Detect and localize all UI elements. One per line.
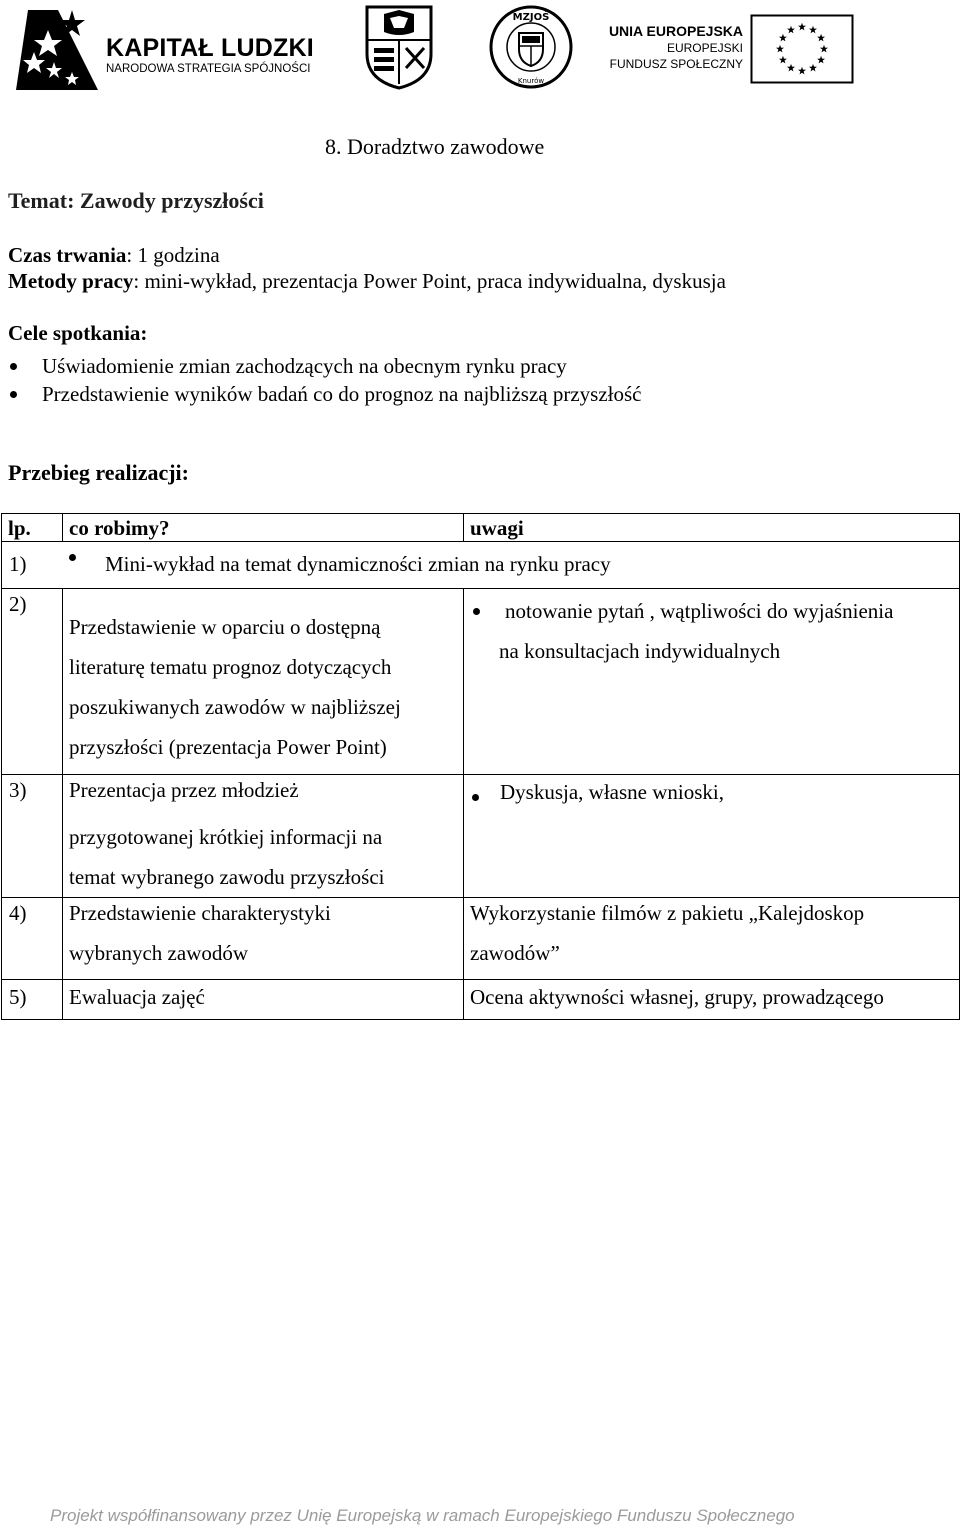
note-line: zawodów”	[470, 941, 560, 965]
table-row	[2, 589, 960, 775]
eu-flag-icon	[750, 14, 854, 84]
note-line: notowanie pytań , wątpliwości do wyjaśnienia	[471, 591, 953, 631]
goal-item: Uświadomienie zmian zachodzących na obecnym rynku pracy	[8, 352, 641, 380]
activity-line: przygotowanej krótkiej informacji na	[69, 825, 383, 849]
duration-value: : 1 godzina	[126, 243, 220, 267]
kapital-ludzki-title: KAPITAŁ LUDZKI	[106, 34, 314, 62]
city-coat-of-arms-icon	[364, 4, 434, 90]
ue-subtitle-1: EUROPEJSKI	[666, 41, 743, 55]
header-number: lp.	[2, 514, 63, 542]
seal-city: Knurów	[517, 77, 545, 85]
duration-line	[8, 243, 220, 268]
goal-item: Przedstawienie wyników badań co do prognoz na najbliższą przyszłość	[8, 380, 641, 408]
ue-subtitle-2: FUNDUSZ SPOŁECZNY	[609, 57, 743, 71]
seal-letters: MZJOŚ	[512, 12, 550, 23]
row-activity	[63, 775, 464, 898]
row-number: 1)	[9, 552, 27, 576]
kapital-ludzki-mark-icon	[14, 6, 98, 90]
goals-list	[8, 352, 641, 408]
table-header-row	[2, 514, 960, 542]
goals-heading: Cele spotkania:	[8, 321, 148, 345]
row-activity: Ewaluacja zajęć	[63, 980, 464, 1020]
header-notes: uwagi	[464, 514, 960, 542]
row-number: 4)	[2, 898, 63, 980]
table-row	[2, 898, 960, 980]
note-line: Dyskusja, własne wnioski,	[470, 777, 953, 807]
table-row	[2, 980, 960, 1020]
methods-line	[8, 269, 726, 294]
activity-line: Przedstawienie w oparciu o dostępną	[69, 615, 381, 639]
header-activity: co robimy?	[63, 514, 464, 542]
row-1-cell	[2, 542, 960, 589]
course-heading: Przebieg realizacji:	[8, 460, 189, 485]
table-row	[2, 542, 960, 589]
activity-line: temat wybranego zawodu przyszłości	[69, 865, 385, 889]
lesson-plan-table	[1, 513, 960, 1020]
lesson-topic: Temat: Zawody przyszłości	[8, 188, 264, 213]
row-notes	[464, 898, 960, 980]
activity-line: Prezentacja przez młodzież	[69, 778, 299, 802]
row-notes	[464, 775, 960, 898]
kapital-ludzki-logo	[14, 6, 314, 92]
row-number: 2)	[2, 589, 63, 775]
note-line: na konsultacjach indywidualnych	[499, 639, 781, 663]
row-number: 3)	[2, 775, 63, 898]
ue-logo-text	[598, 22, 743, 72]
row-notes: Ocena aktywności własnej, grupy, prowadzącego	[464, 980, 960, 1020]
activity-line: Przedstawienie charakterystyki	[69, 901, 331, 925]
page-footer: Projekt współfinansowany przez Unię Europejską w ramach Europejskiego Funduszu Społecznego	[50, 1506, 795, 1525]
methods-value: : mini-wykład, prezentacja Power Point, praca indywidualna, dyskusja	[133, 269, 726, 293]
activity-line: poszukiwanych zawodów w najbliższej	[69, 695, 401, 719]
row-activity	[63, 589, 464, 775]
methods-label: Metody pracy	[8, 269, 134, 293]
row-notes	[464, 589, 960, 775]
note-line: Wykorzystanie filmów z pakietu „Kalejdoskop	[470, 901, 865, 925]
mzjos-seal-icon	[488, 4, 574, 90]
activity-line: literaturę tematu prognoz dotyczących	[69, 655, 392, 679]
table-row	[2, 775, 960, 898]
kapital-ludzki-subtitle: NARODOWA STRATEGIA SPÓJNOŚCI	[106, 63, 311, 75]
ue-title: UNIA EUROPEJSKA	[608, 23, 743, 39]
activity-line: przyszłości (prezentacja Power Point)	[69, 735, 387, 759]
row-number: 5)	[2, 980, 63, 1020]
section-number: 8. Doradztwo zawodowe	[325, 134, 545, 159]
duration-label: Czas trwania	[8, 243, 127, 267]
activity-line: wybranych zawodów	[69, 941, 249, 965]
row-activity	[63, 898, 464, 980]
row-activity: Mini-wykład na temat dynamiczności zmian na rynku pracy	[69, 544, 611, 584]
